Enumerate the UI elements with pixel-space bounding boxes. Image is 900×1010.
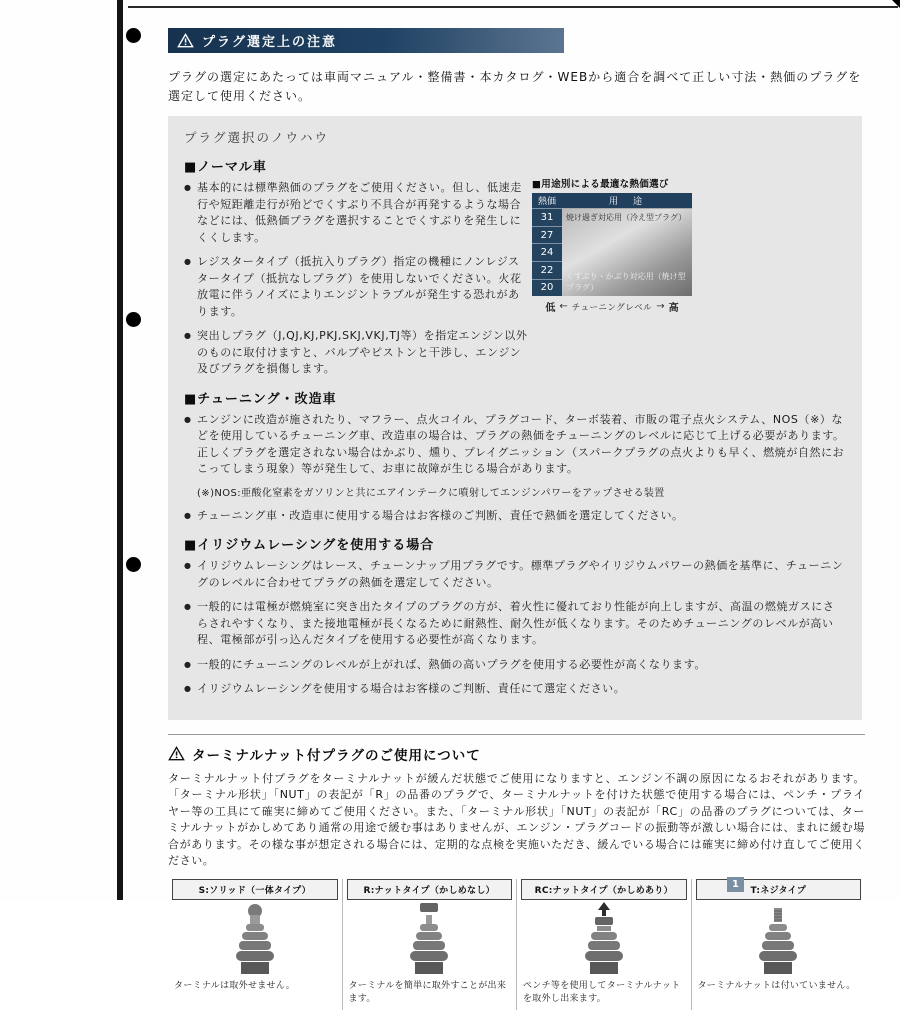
terminal-type-title: S:ソリッド（一体タイプ） bbox=[172, 879, 338, 900]
heat-col-header: 熱価 bbox=[532, 194, 562, 207]
terminal-type-table bbox=[168, 879, 865, 1010]
terminal-illustration-r bbox=[347, 900, 513, 980]
section-iridium-racing bbox=[184, 534, 846, 698]
terminal-body-text: ターミナルナット付プラグをターミナルナットが緩んだ状態でご使用になりますと、エンジン不調の原因になるおそれがあります。「ターミナル形状」「NUT」の表記が「R」の品番のプラグで、ターミナルナットを付けた状態で使用する場合には、ペンチ・プライヤー等の工具にて確実に締めてご使用ください。また、「ターミナル形状」「NUT」の表記が「RC」の品番のプラグについては、ターミナルナットがかしめてあり通常の用途で緩む事はありませんが、エンジン・プラグコードの振動等が激しい場合には、まれに緩む場合があります。その様な事が想定される場合には、定期的な点検を実施いただき、緩んでいる場合には確実に締め付け直してご使用ください。 bbox=[168, 771, 865, 870]
terminal-type-nut-loose bbox=[343, 879, 518, 1010]
warning-icon bbox=[177, 33, 194, 48]
knowhow-panel bbox=[168, 116, 862, 720]
terminal-type-thread bbox=[692, 879, 866, 1010]
heat-value: 24 bbox=[532, 243, 562, 261]
page-title: プラグ選定上の注意 bbox=[202, 31, 337, 50]
note-item: ● 一般的にチューニングのレベルが上がれば、熱価の高いプラグを使用する必要性が高くなります。 bbox=[184, 657, 846, 674]
scale-high-label: 高 bbox=[669, 299, 679, 314]
note-item: ● 突出しプラグ（J,QJ,KJ,PKJ,SKJ,VKJ,TJ等）を指定エンジン以外のものに取付けますと、バルブやピストンと干渉し、エンジン及びプラグを損傷します。 bbox=[184, 328, 529, 378]
terminal-type-nut-crimped bbox=[517, 879, 692, 1010]
terminal-illustration-rc bbox=[521, 900, 687, 980]
scale-label: チューニングレベル bbox=[572, 301, 653, 313]
terminal-nut-section bbox=[168, 734, 865, 1010]
binder-hole bbox=[126, 312, 141, 327]
binder-hole bbox=[126, 557, 141, 572]
usage-label-hot: くすぶり・かぶり対応用（焼け型プラグ） bbox=[566, 271, 692, 293]
arrow-left-icon: ← bbox=[559, 301, 567, 312]
tuning-notes bbox=[184, 412, 846, 478]
binder-spine bbox=[117, 0, 123, 900]
usage-col-header: 用 途 bbox=[562, 194, 692, 207]
terminal-type-desc: ターミナルナットは付いていません。 bbox=[696, 980, 862, 997]
note-item: ● イリジウムレーシングはレース、チューンナップ用プラグです。標準プラグやイリジウムパワーの熱価を基準に、チューニングのレベルに合わせてプラグの熱価を選定してください。 bbox=[184, 558, 846, 591]
normal-car-notes bbox=[184, 180, 529, 378]
top-edge-line bbox=[128, 6, 898, 8]
heat-table-header bbox=[532, 193, 692, 208]
note-item: ● 一般的には電極が燃焼室に突き出たタイプのプラグの方が、着火性に優れており性能が向上しますが、高温の燃焼ガスにさらされやすくなり、また接地電極が長くなるために耐熱性、耐久性が低くなります。そのためチューニングのレベルが高い程、電極部が引っ込んだタイプを使用する必要性が高くなります。 bbox=[184, 599, 846, 649]
note-item: ● イリジウムレーシングを使用する場合はお客様のご判断、責任にて選定ください。 bbox=[184, 681, 846, 698]
intro-text: プラグの選定にあたっては車両マニュアル・整備書・本カタログ・WEBから適合を調べて正しい寸法・熱価のプラグを選定して使用ください。 bbox=[168, 68, 865, 105]
heat-values-column bbox=[532, 208, 562, 296]
warning-icon bbox=[168, 746, 185, 761]
terminal-type-desc: ターミナルを簡単に取外すことが出来ます。 bbox=[347, 980, 513, 1010]
section-heading: ■チューニング・改造車 bbox=[184, 388, 846, 407]
heat-value: 22 bbox=[532, 261, 562, 279]
note-item: ● 基本的には標準熱価のプラグをご使用ください。但し、低速走行や短距離走行が殆どでくすぶり不具合が再発するような場合などには、低熱価プラグを選択することでくすぶりを発生しにくくします。 bbox=[184, 180, 529, 246]
heat-table-body bbox=[532, 208, 692, 296]
section-normal-car bbox=[184, 156, 846, 378]
page-number: 1 bbox=[727, 877, 744, 892]
section-heading: ■ノーマル車 bbox=[184, 156, 846, 175]
note-item: ● エンジンに改造が施されたり、マフラー、点火コイル、プラグコード、ターボ装着、市販の電子点火システム、NOS（※）などを使用しているチューニング車、改造車の場合は、プラグの熱価をチューニングのレベルに応じて上げる必要があります。正しくプラグを選定されない場合はかぶり、燻り、プレイグニッション（スパークプラグの点火よりも早く、燃焼が自然におこってしまう現象）等が発生して、お車に故障が生じる場合があります。 bbox=[184, 412, 846, 478]
terminal-illustration-t bbox=[696, 900, 862, 980]
section-tuning-car bbox=[184, 388, 846, 525]
terminal-type-solid bbox=[168, 879, 343, 1010]
iridium-notes bbox=[184, 558, 846, 698]
usage-label-cold: 焼け過ぎ対応用（冷え型プラグ） bbox=[566, 212, 686, 223]
nos-footnote: (※)NOS:亜酸化窒素をガソリンと共にエアインテークに噴射してエンジンパワーをアップさせる装置 bbox=[197, 486, 846, 501]
note-item: ● レジスタータイプ（抵抗入りプラグ）指定の機種にノンレジスタータイプ（抵抗なしプラグ）を使用しないでください。火花放電に伴うノイズによりエンジントラブルが発生する恐れがあります。 bbox=[184, 254, 529, 320]
note-item: ● チューニング車・改造車に使用する場合はお客様のご判断、責任で熱価を選定してください。 bbox=[184, 508, 846, 525]
terminal-heading-row bbox=[168, 744, 865, 764]
heat-table-title: ■用途別による最適な熱価選び bbox=[532, 176, 692, 190]
section-heading: ■イリジウムレーシングを使用する場合 bbox=[184, 534, 846, 553]
terminal-type-title: RC:ナットタイプ（かしめあり） bbox=[521, 879, 687, 900]
usage-gradient-column bbox=[562, 208, 692, 296]
terminal-type-desc: ペンチ等を使用してターミナルナットを取外し出来ます。 bbox=[521, 980, 687, 1010]
page-content bbox=[168, 28, 865, 1010]
tuning-notes-2 bbox=[184, 508, 846, 525]
terminal-type-title: R:ナットタイプ（かしめなし） bbox=[347, 879, 513, 900]
arrow-right-icon: → bbox=[656, 301, 664, 312]
heat-range-table bbox=[532, 176, 692, 314]
terminal-illustration-s bbox=[172, 900, 338, 980]
terminal-section-title: ターミナルナット付プラグのご使用について bbox=[192, 744, 481, 764]
scale-low-label: 低 bbox=[545, 299, 555, 314]
binder-hole bbox=[126, 28, 141, 43]
heat-value: 20 bbox=[532, 279, 562, 297]
terminal-type-title: T:ネジタイプ bbox=[696, 879, 862, 900]
heat-value: 27 bbox=[532, 226, 562, 244]
corner-fold-mark bbox=[892, 0, 900, 27]
terminal-type-desc: ターミナルは取外せません。 bbox=[172, 980, 338, 997]
caution-header-bar bbox=[168, 28, 564, 53]
panel-title: プラグ選択のノウハウ bbox=[184, 128, 846, 146]
heat-value: 31 bbox=[532, 208, 562, 226]
tuning-level-scale bbox=[532, 299, 692, 314]
